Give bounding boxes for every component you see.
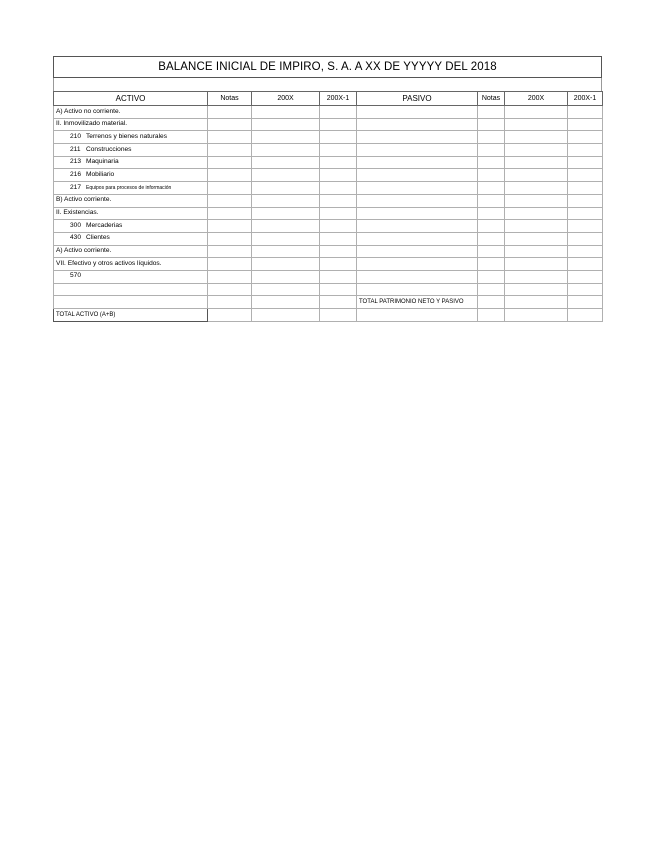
cell[interactable] xyxy=(357,156,478,169)
cell[interactable] xyxy=(320,220,357,233)
cell[interactable] xyxy=(252,309,320,322)
cell[interactable] xyxy=(505,232,568,245)
account-label: Construcciones xyxy=(86,145,132,153)
cell[interactable] xyxy=(208,106,252,119)
account-label: Terrenos y bienes naturales xyxy=(86,132,168,140)
cell[interactable] xyxy=(208,283,252,296)
cell[interactable] xyxy=(568,296,603,309)
cell[interactable] xyxy=(320,245,357,258)
account-label: Equipos para procesos de información xyxy=(86,184,172,191)
cell[interactable] xyxy=(208,309,252,322)
cell[interactable] xyxy=(505,220,568,233)
cell[interactable] xyxy=(320,182,357,195)
table-row xyxy=(54,283,603,296)
table-row xyxy=(54,258,603,271)
cell[interactable] xyxy=(252,296,320,309)
table-row xyxy=(54,220,603,233)
account-code: 211 xyxy=(70,145,81,153)
cell[interactable] xyxy=(357,106,478,119)
account-code: 210 xyxy=(70,132,82,140)
table-row xyxy=(54,270,603,283)
row-label xyxy=(54,194,208,207)
cell[interactable] xyxy=(505,156,568,169)
header-200x-1-pasivo: 200X-1 xyxy=(568,92,603,106)
row-label xyxy=(54,156,208,169)
table-row xyxy=(54,194,603,207)
cell[interactable] xyxy=(505,283,568,296)
cell[interactable] xyxy=(252,169,320,182)
cell[interactable] xyxy=(208,194,252,207)
cell[interactable] xyxy=(478,169,505,182)
cell[interactable] xyxy=(320,207,357,220)
row-label xyxy=(54,232,208,245)
cell[interactable] xyxy=(320,194,357,207)
cell[interactable] xyxy=(357,270,478,283)
cell[interactable] xyxy=(357,182,478,195)
cell[interactable] xyxy=(505,270,568,283)
row-label xyxy=(54,270,208,283)
table-row xyxy=(54,118,603,131)
cell[interactable] xyxy=(252,207,320,220)
cell[interactable] xyxy=(208,169,252,182)
cell[interactable] xyxy=(252,283,320,296)
cell[interactable] xyxy=(208,118,252,131)
account-label: Maquinaria xyxy=(86,158,119,166)
cell[interactable] xyxy=(357,232,478,245)
cell[interactable] xyxy=(252,194,320,207)
cell[interactable] xyxy=(505,182,568,195)
account-label: II. Existencias. xyxy=(56,209,99,217)
cell[interactable] xyxy=(478,118,505,131)
cell[interactable] xyxy=(478,144,505,157)
cell[interactable] xyxy=(505,296,568,309)
cell[interactable] xyxy=(505,144,568,157)
cell[interactable] xyxy=(252,106,320,119)
header-pasivo: PASIVO xyxy=(357,92,478,106)
table-row xyxy=(54,232,603,245)
cell[interactable] xyxy=(568,131,603,144)
cell[interactable] xyxy=(568,182,603,195)
account-label: Mercaderias xyxy=(86,221,123,229)
sheet-title: BALANCE INICIAL DE IMPIRO, S. A. A XX DE YYYYY DEL 2018 xyxy=(53,56,602,78)
table-row xyxy=(54,156,603,169)
cell[interactable] xyxy=(505,169,568,182)
cell[interactable] xyxy=(505,118,568,131)
cell[interactable] xyxy=(357,144,478,157)
cell[interactable] xyxy=(505,131,568,144)
account-code: 213 xyxy=(70,158,82,166)
cell[interactable] xyxy=(568,283,603,296)
cell[interactable] xyxy=(478,258,505,271)
cell[interactable] xyxy=(320,169,357,182)
cell[interactable] xyxy=(320,118,357,131)
cell[interactable] xyxy=(320,258,357,271)
cell[interactable] xyxy=(505,258,568,271)
cell[interactable] xyxy=(208,144,252,157)
cell[interactable] xyxy=(208,296,252,309)
row-label xyxy=(54,258,208,271)
cell[interactable] xyxy=(208,258,252,271)
cell[interactable] xyxy=(478,131,505,144)
table-row xyxy=(54,131,603,144)
cell[interactable] xyxy=(252,232,320,245)
cell[interactable] xyxy=(320,296,357,309)
cell[interactable] xyxy=(320,232,357,245)
cell[interactable] xyxy=(568,169,603,182)
cell[interactable] xyxy=(320,156,357,169)
table-row xyxy=(54,296,603,309)
row-label xyxy=(54,220,208,233)
account-label: VII. Efectivo y otros activos líquidos. xyxy=(56,259,162,267)
balance-sheet xyxy=(53,56,602,322)
header-200x-1: 200X-1 xyxy=(320,92,357,106)
account-code: 300 xyxy=(70,221,82,229)
cell[interactable] xyxy=(208,131,252,144)
spacer-row xyxy=(53,78,602,91)
cell[interactable] xyxy=(357,118,478,131)
cell[interactable] xyxy=(357,131,478,144)
table-row xyxy=(54,169,603,182)
account-code: 430 xyxy=(70,234,82,242)
cell[interactable] xyxy=(320,144,357,157)
cell[interactable] xyxy=(568,106,603,119)
cell[interactable] xyxy=(568,220,603,233)
cell[interactable] xyxy=(320,106,357,119)
cell[interactable] xyxy=(252,258,320,271)
cell[interactable] xyxy=(357,283,478,296)
total-pasivo-label: TOTAL PATRIMONIO NETO Y PASIVO xyxy=(357,296,478,309)
cell[interactable] xyxy=(568,232,603,245)
cell[interactable] xyxy=(505,194,568,207)
header-notas: Notas xyxy=(208,92,252,106)
cell[interactable] xyxy=(252,144,320,157)
row-label xyxy=(54,106,208,119)
cell[interactable] xyxy=(478,309,505,322)
cell[interactable] xyxy=(320,309,357,322)
table-row xyxy=(54,144,603,157)
account-label: A) Activo corriente. xyxy=(56,247,112,255)
cell[interactable] xyxy=(568,270,603,283)
cell[interactable] xyxy=(320,131,357,144)
cell[interactable] xyxy=(252,182,320,195)
header-row xyxy=(54,92,603,106)
cell[interactable] xyxy=(505,106,568,119)
table-row xyxy=(54,207,603,220)
cell[interactable] xyxy=(568,144,603,157)
cell[interactable] xyxy=(208,270,252,283)
cell[interactable] xyxy=(478,245,505,258)
cell[interactable] xyxy=(357,207,478,220)
cell[interactable] xyxy=(568,245,603,258)
table-row xyxy=(54,245,603,258)
cell[interactable] xyxy=(478,232,505,245)
cell[interactable] xyxy=(320,270,357,283)
row-label xyxy=(54,144,208,157)
row-label xyxy=(54,169,208,182)
cell[interactable] xyxy=(568,309,603,322)
cell[interactable] xyxy=(252,270,320,283)
cell[interactable] xyxy=(478,220,505,233)
cell[interactable] xyxy=(208,245,252,258)
cell[interactable] xyxy=(505,207,568,220)
cell[interactable] xyxy=(252,220,320,233)
cell[interactable] xyxy=(357,245,478,258)
cell[interactable] xyxy=(208,156,252,169)
row-label xyxy=(54,245,208,258)
account-label: A) Activo no corriente. xyxy=(56,107,121,115)
row-label xyxy=(54,207,208,220)
header-200x-pasivo: 200X xyxy=(505,92,568,106)
cell[interactable] xyxy=(252,156,320,169)
table-row xyxy=(54,106,603,119)
cell[interactable] xyxy=(568,156,603,169)
cell[interactable] xyxy=(478,296,505,309)
total-activo-row xyxy=(54,309,603,322)
account-label: Clientes xyxy=(86,234,110,242)
cell[interactable] xyxy=(252,245,320,258)
cell[interactable] xyxy=(568,194,603,207)
cell[interactable] xyxy=(54,296,208,309)
cell[interactable] xyxy=(357,194,478,207)
account-label: B) Activo corriente. xyxy=(56,196,112,204)
row-label xyxy=(54,131,208,144)
table-row xyxy=(54,182,603,195)
header-200x: 200X xyxy=(252,92,320,106)
cell[interactable] xyxy=(478,182,505,195)
cell[interactable] xyxy=(568,118,603,131)
account-label: Mobiliario xyxy=(86,170,115,178)
cell[interactable] xyxy=(208,207,252,220)
total-activo-label: TOTAL ACTIVO (A+B) xyxy=(54,309,208,322)
account-code: 217 xyxy=(70,183,82,191)
cell[interactable] xyxy=(478,270,505,283)
cell[interactable] xyxy=(357,258,478,271)
cell[interactable] xyxy=(505,309,568,322)
cell[interactable] xyxy=(357,309,478,322)
cell[interactable] xyxy=(357,220,478,233)
cell[interactable] xyxy=(568,207,603,220)
cell[interactable] xyxy=(252,131,320,144)
account-label: II. Inmovilizado material. xyxy=(56,120,128,128)
cell[interactable] xyxy=(208,232,252,245)
row-label xyxy=(54,118,208,131)
cell[interactable] xyxy=(478,106,505,119)
cell[interactable] xyxy=(54,283,208,296)
cell[interactable] xyxy=(568,258,603,271)
cell[interactable] xyxy=(208,220,252,233)
cell[interactable] xyxy=(208,182,252,195)
cell[interactable] xyxy=(478,194,505,207)
cell[interactable] xyxy=(478,283,505,296)
account-code: 216 xyxy=(70,170,82,178)
balance-table xyxy=(53,91,603,322)
header-activo: ACTIVO xyxy=(54,92,208,106)
cell[interactable] xyxy=(478,156,505,169)
cell[interactable] xyxy=(320,283,357,296)
cell[interactable] xyxy=(478,207,505,220)
cell[interactable] xyxy=(252,118,320,131)
header-notas-pasivo: Notas xyxy=(478,92,505,106)
cell[interactable] xyxy=(357,169,478,182)
cell[interactable] xyxy=(505,245,568,258)
row-label xyxy=(54,182,208,195)
account-code: 570 xyxy=(70,272,82,280)
